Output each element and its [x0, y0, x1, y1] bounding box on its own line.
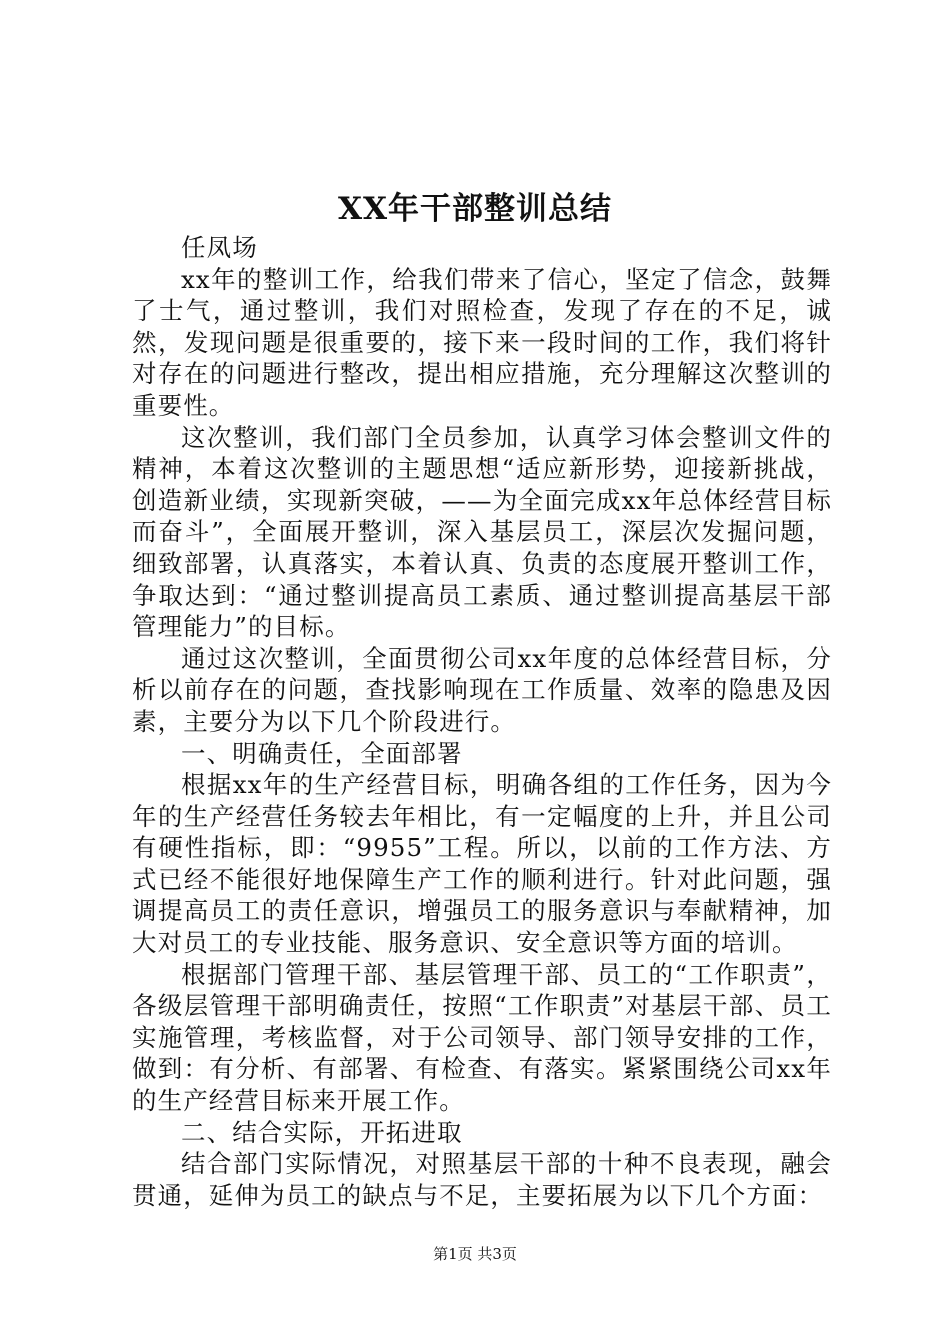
- paragraph-3: 通过这次整训，全面贯彻公司xx年度的总体经营目标，分析以前存在的问题，查找影响现在工作质量、效率的隐患及因素，主要分为以下几个阶段进行。: [132, 643, 832, 736]
- paragraph-4: 根据xx年的生产经营目标，明确各组的工作任务，因为今年的生产经营任务较去年相比，有一定幅度的上升，并且公司有硬性指标，即：“9955”工程。所以，以前的工作方法、方式已经不能很好地保障生产工作的顺利进行。针对此问题，强调提高员工的责任意识，增强员工的服务意识与奉献精神，加大对员工的专业技能、服务意识、安全意识等方面的培训。: [132, 770, 832, 958]
- paragraph-2: 这次整训，我们部门全员参加，认真学习体会整训文件的精神，本着这次整训的主题思想“适应新形势，迎接新挑战，创造新业绩，实现新突破，——为全面完成xx年总体经营目标而奋斗”，全面展开整训，深入基层员工，深层次发掘问题，细致部署，认真落实，本着认真、负责的态度展开整训工作，争取达到：“通过整训提高员工素质、通过整训提高基层干部管理能力”的目标。: [132, 422, 832, 642]
- paragraph-5: 根据部门管理干部、基层管理干部、员工的“工作职责”，各级层管理干部明确责任，按照“工作职责”对基层干部、员工实施管理，考核监督，对于公司领导、部门领导安排的工作，做到：有分析、有部署、有检查、有落实。紧紧围绕公司xx年的生产经营目标来开展工作。: [132, 959, 832, 1116]
- section-heading-1: 一、明确责任，全面部署: [181, 738, 463, 768]
- paragraph-6: 结合部门实际情况，对照基层干部的十种不良表现，融会贯通，延伸为员工的缺点与不足，主要拓展为以下几个方面：: [132, 1149, 832, 1210]
- page-footer: 第1页 共3页: [433, 1245, 517, 1263]
- document-title: XX年干部整训总结: [337, 191, 613, 227]
- paragraph-1: xx年的整训工作，给我们带来了信心，坚定了信念，鼓舞了士气，通过整训，我们对照检查，发现了存在的不足，诚然，发现问题是很重要的，接下来一段时间的工作，我们将针对存在的问题进行整改，提出相应措施，充分理解这次整训的重要性。: [132, 264, 832, 420]
- section-heading-2: 二、结合实际，开拓进取: [181, 1117, 463, 1147]
- author-line: 任凤场: [181, 233, 258, 262]
- document-body: [132, 232, 832, 1211]
